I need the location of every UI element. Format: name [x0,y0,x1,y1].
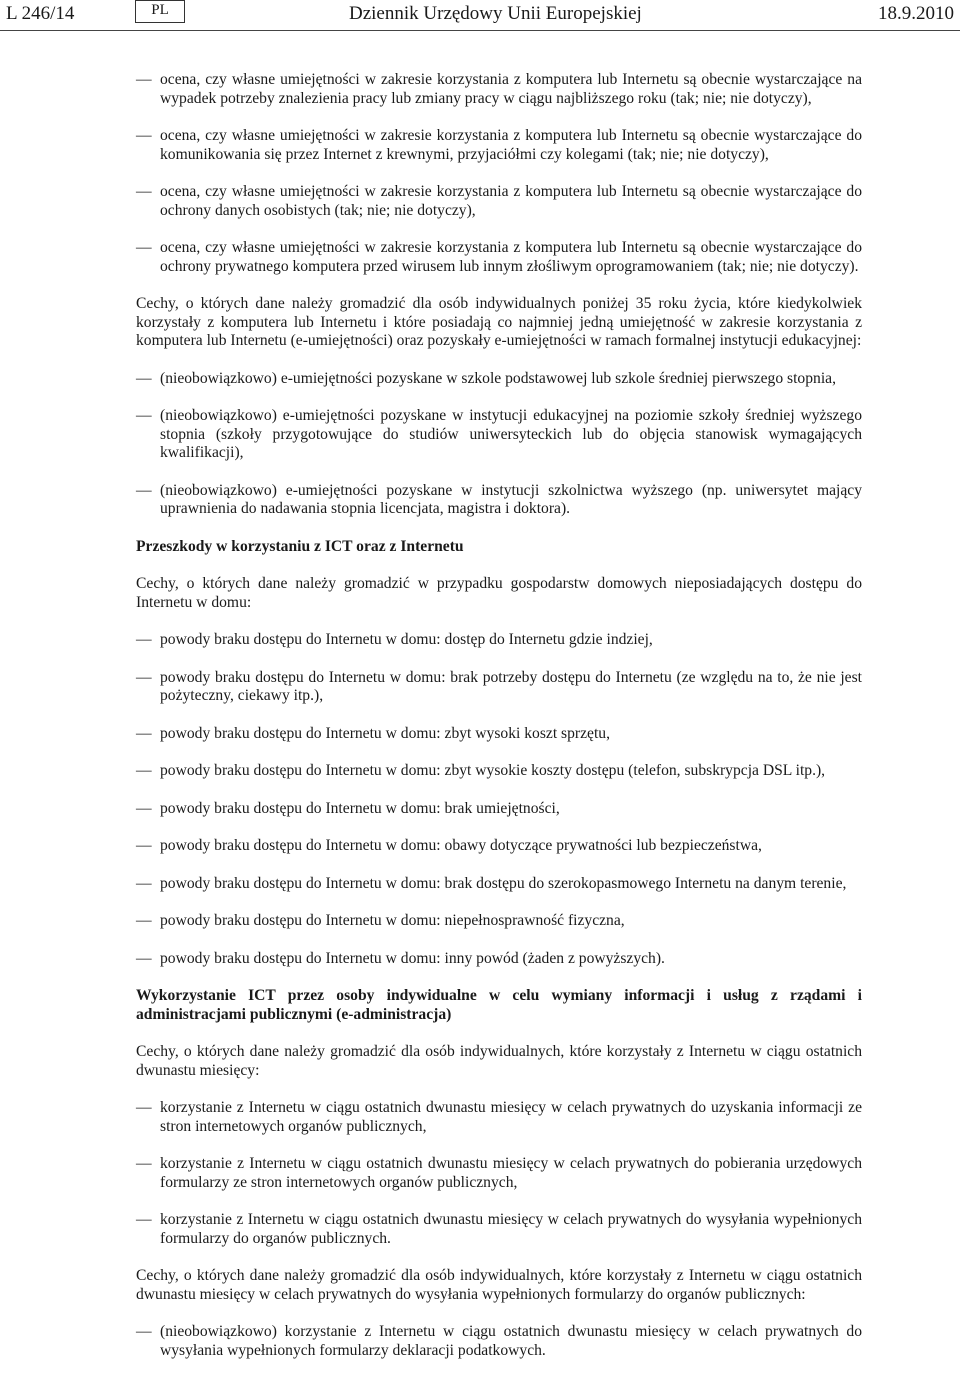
list-item [136,912,862,931]
list-item-text: powody braku dostępu do Internetu w domu: inny powód (żaden z powyższych). [160,949,665,967]
list-item [136,1099,862,1136]
list-item-text: (nieobowiązkowo) korzystanie z Internetu w ciągu ostatnich dwunastu miesięcy w celach prywatnych do wysyłania wypełnionych formularzy deklaracji podatkowych. [160,1323,862,1359]
list-item [136,950,862,969]
dash-bullet: — [136,1211,152,1228]
list-item [136,127,862,164]
paragraph: Cechy, o których dane należy gromadzić dla osób indywidualnych, które korzystały z Internetu w ciągu ostatnich dwunastu miesięcy: [136,1043,862,1079]
list-item-text: ocena, czy własne umiejętności w zakresie korzystania z komputera lub Internetu są obecnie wystarczające do komunikowania się przez Internet z krewnymi, przyjaciółmi czy kolegami (tak; nie; nie dotyczy), [160,127,862,163]
list-item-text: powody braku dostępu do Internetu w domu: zbyt wysokie koszty dostępu (telefon, subskrypcja DSL itp.), [160,762,826,779]
list-item-text: (nieobowiązkowo) e-umiejętności pozyskane w instytucji edukacyjnej na poziomie szkoły średniej wyższego stopnia (szkoły przygotowujące do studiów uniwersyteckich lub do objęcia stanowisk wymagających kwalifikacji), [160,407,862,461]
dash-bullet: — [136,724,152,742]
list-item [136,407,862,463]
paragraph: Cechy, o których dane należy gromadzić dla osób indywidualnych poniżej 35 roku życia, które kiedykolwiek korzystały z komputera lub Internetu i które posiadają co najmniej jedną umiejętność w zakresie korzystania z komputera lub Internetu (e-umiejętności) oraz pozyskały e-umiejętności w ramach formalnej instytucji edukacyjnej: [136,295,862,349]
list-item-text: ocena, czy własne umiejętności w zakresie korzystania z komputera lub Internetu są obecnie wystarczające na wypadek potrzeby znalezienia pracy lub zmiany pracy w ciągu najbliższego roku (tak; nie; nie dotyczy), [160,71,862,107]
list-item [136,239,862,276]
dash-bullet: — [136,874,152,892]
dash-bullet: — [136,481,152,499]
section-heading: Wykorzystanie ICT przez osoby indywidualne w celu wymiany informacji i usług z rządami i administracjami publicznymi (e-administracja) [136,987,862,1023]
list-item-text: ocena, czy własne umiejętności w zakresie korzystania z komputera lub Internetu są obecnie wystarczające do ochrony prywatnego komputera przed wirusem lub innym złośliwym oprogramowaniem (tak; nie; nie dotyczy). [160,239,862,275]
list-item-text: powody braku dostępu do Internetu w domu: brak potrzeby dostępu do Internetu (ze względu na to, że nie jest pożyteczny, ciekawy itp.), [160,668,862,704]
list-item [136,837,862,856]
list-item-text: powody braku dostępu do Internetu w domu: brak dostępu do szerokopasmowego Internetu na danym terenie, [160,874,847,892]
list-item [136,183,862,220]
dash-bullet: — [136,949,152,967]
journal-title: Dziennik Urzędowy Unii Europejskiej [349,3,642,24]
list-item [136,71,862,108]
list-item-text: (nieobowiązkowo) e-umiejętności pozyskane w instytucji szkolnictwa wyższego (np. uniwersytet mający uprawnienia do nadawania stopnia licencjata, magistra i doktora). [160,481,862,517]
paragraph: Cechy, o których dane należy gromadzić w przypadku gospodarstw domowych nieposiadających dostępu do Internetu w domu: [136,575,862,611]
language-badge: PL [135,0,185,23]
list-item-text: korzystanie z Internetu w ciągu ostatnich dwunastu miesięcy w celach prywatnych do wysyłania wypełnionych formularzy do organów publicznych. [160,1211,862,1247]
list-item-text: powody braku dostępu do Internetu w domu: brak umiejętności, [160,799,560,817]
dash-bullet: — [136,799,152,817]
dash-bullet: — [136,1099,152,1116]
dash-bullet: — [136,71,152,88]
list-item-text: powody braku dostępu do Internetu w domu: zbyt wysoki koszt sprzętu, [160,724,610,742]
list-item [136,482,862,519]
dash-bullet: — [136,239,152,256]
section-heading: Przeszkody w korzystaniu z ICT oraz z Internetu [136,537,464,555]
document-body [136,71,862,1379]
list-item-text: korzystanie z Internetu w ciągu ostatnich dwunastu miesięcy w celach prywatnych do pobierania urzędowych formularzy ze stron internetowych organów publicznych, [160,1155,862,1191]
dash-bullet: — [136,912,152,929]
list-item [136,725,862,744]
dash-bullet: — [136,1323,152,1340]
paragraph: Cechy, o których dane należy gromadzić dla osób indywidualnych, które korzystały z Internetu w ciągu ostatnich dwunastu miesięcy w celach prywatnych do wysyłania wypełnionych formularzy do organów publicznych: [136,1267,862,1303]
list-item-text: powody braku dostępu do Internetu w domu: dostęp do Internetu gdzie indziej, [160,631,653,648]
list-item-text: powody braku dostępu do Internetu w domu: obawy dotyczące prywatności lub bezpieczeństwa, [160,837,762,854]
dash-bullet: — [136,369,152,387]
list-item [136,1211,862,1248]
dash-bullet: — [136,631,152,648]
list-item-text: ocena, czy własne umiejętności w zakresie korzystania z komputera lub Internetu są obecnie wystarczające do ochrony danych osobistych (tak; nie; nie dotyczy), [160,183,862,219]
list-item [136,1323,862,1360]
list-item [136,631,862,650]
page-reference: L 246/14 [6,3,75,24]
dash-bullet: — [136,407,152,424]
dash-bullet: — [136,183,152,200]
list-item [136,1155,862,1192]
dash-bullet: — [136,837,152,854]
list-item [136,669,862,706]
list-item [136,875,862,894]
page-header [0,0,960,30]
list-item [136,762,862,781]
list-item [136,800,862,819]
publication-date: 18.9.2010 [878,3,954,24]
header-divider [0,30,960,31]
dash-bullet: — [136,127,152,144]
dash-bullet: — [136,762,152,779]
list-item [136,370,862,389]
dash-bullet: — [136,1155,152,1172]
list-item-text: korzystanie z Internetu w ciągu ostatnich dwunastu miesięcy w celach prywatnych do uzyskania informacji ze stron internetowych organów publicznych, [160,1099,862,1135]
list-item-text: (nieobowiązkowo) e-umiejętności pozyskane w szkole podstawowej lub szkole średniej pierwszego stopnia, [160,369,836,387]
list-item-text: powody braku dostępu do Internetu w domu: niepełnosprawność fizyczna, [160,912,625,929]
dash-bullet: — [136,668,152,686]
